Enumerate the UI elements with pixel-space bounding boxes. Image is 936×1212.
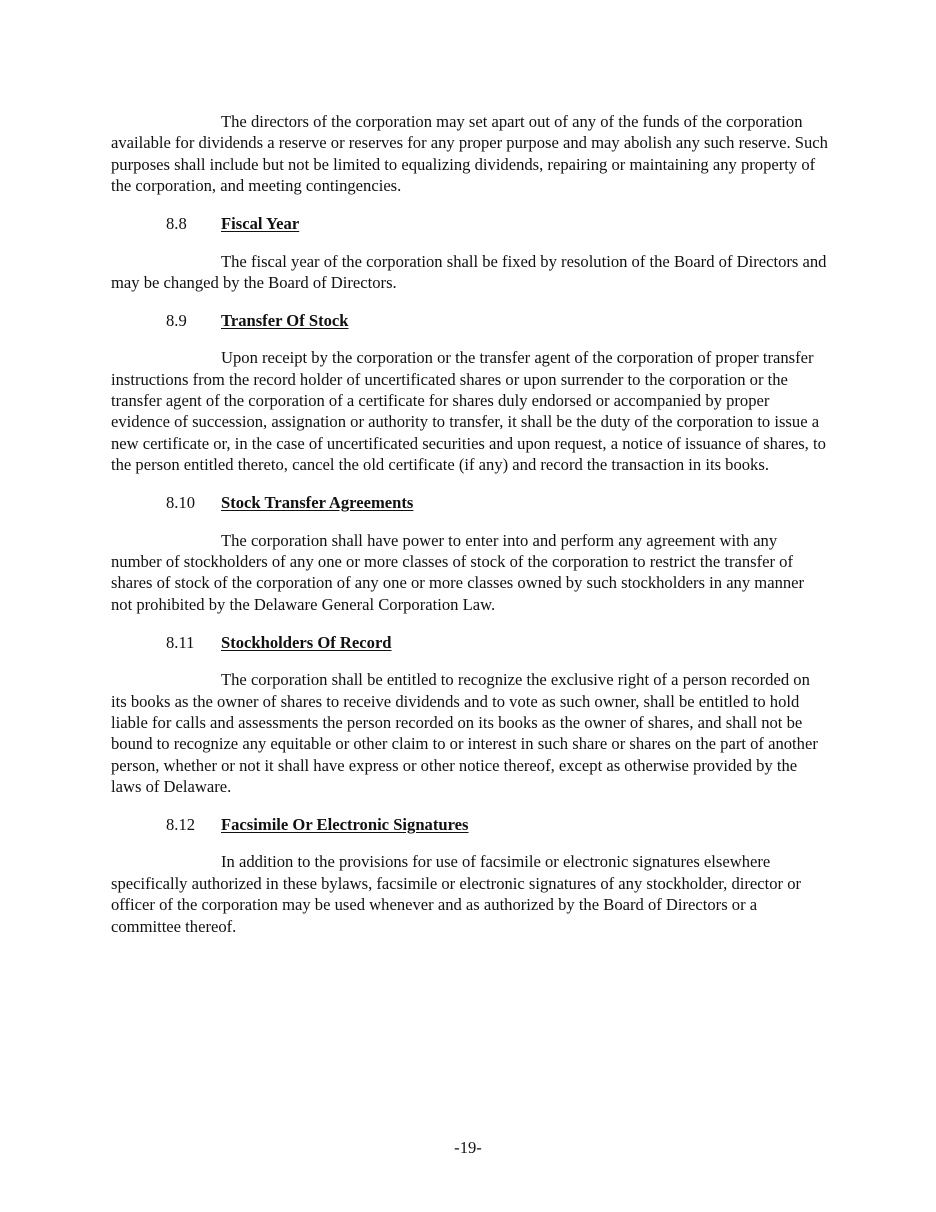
section-body-8-11: The corporation shall be entitled to recognize the exclusive right of a person recorded on its books as the owner of shares to receive dividends and to vote as such owner, shall be entitled to hold liable for calls and assessments the person recorded on its books as the owner of shares, and shall not be bound to recognize any equitable or other claim to or interest in such share or shares on the part of another person, whether or not it shall have express or other notice thereof, except as otherwise provided by the laws of Delaware. <box>111 670 818 797</box>
section-body-8-12: In addition to the provisions for use of facsimile or electronic signatures elsewhere specifically authorized in these bylaws, facsimile or electronic signatures of any stockholder, director or officer of the corporation may be used whenever and as authorized by the Board of Directors or a committee thereof. <box>111 852 802 936</box>
section-title: Transfer Of Stock <box>221 310 349 330</box>
section-heading-8-10 <box>111 492 828 513</box>
section-heading-8-11 <box>111 632 828 653</box>
section-number: 8.9 <box>166 310 187 330</box>
section-title: Fiscal Year <box>221 214 300 234</box>
section-title: Stockholders Of Record <box>221 632 392 652</box>
section-body-8-8: The fiscal year of the corporation shall be fixed by resolution of the Board of Directors and may be changed by the Board of Directors. <box>111 251 827 292</box>
section-number: 8.11 <box>166 632 195 652</box>
section-number: 8.10 <box>166 493 196 513</box>
section-title: Facsimile Or Electronic Signatures <box>221 815 469 835</box>
section-body-8-9: Upon receipt by the corporation or the transfer agent of the corporation of proper transfer instructions from the record holder of uncertificated shares or upon surrender to the corporation or the transfer agent of the corporation of a certificate for shares duly endorsed or accompanied by proper evidence of succession, assignation or authority to transfer, it shall be the duty of the corporation to issue a new certificate or, in the case of uncertificated securities and upon request, a notice of issuance of shares, to the person entitled thereto, cancel the old certificate (if any) and record the transaction in its books. <box>111 348 826 475</box>
section-title: Stock Transfer Agreements <box>221 493 414 513</box>
section-heading-8-9 <box>111 310 828 331</box>
page-number: -19- <box>454 1138 482 1157</box>
section-body-8-10: The corporation shall have power to enter into and perform any agreement with any number of stockholders of any one or more classes of stock of the corporation to restrict the transfer of shares of stock of the corporation of any one or more classes owned by such stockholders in any manner not prohibited by the Delaware General Corporation Law. <box>111 530 805 614</box>
section-heading-8-8 <box>111 213 828 234</box>
section-number: 8.12 <box>166 815 196 835</box>
section-number: 8.8 <box>166 214 187 234</box>
section-heading-8-12 <box>111 814 828 835</box>
document-body <box>111 111 828 937</box>
intro-paragraph: The directors of the corporation may set apart out of any of the funds of the corporation available for dividends a reserve or reserves for any proper purpose and may abolish any such reserve. Such purposes shall include but not be limited to equalizing dividends, repairing or maintaining any property of the corporation, and meeting contingencies. <box>111 112 828 196</box>
